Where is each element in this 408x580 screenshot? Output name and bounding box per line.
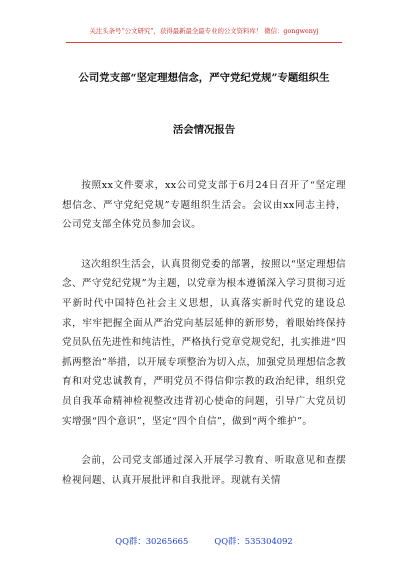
- header-divider: [66, 42, 342, 43]
- header-banner: 关注头条号“公文研究”，获得最新最全最专业的公文资料库！ 微信：gongwenyj: [89, 27, 319, 35]
- paragraph: 按照xx文件要求，xx公司党支部于6月24日召开了“坚定理想信念、严守党纪党规”专题组织生活会。会议由xx同志主持，公司党支部全体党员参加会议。: [62, 180, 346, 231]
- document-title-line-2: 活会情况报告: [172, 124, 236, 136]
- footer: [0, 536, 408, 547]
- paragraph: 会前，公司党支部通过深入开展学习教育、听取意见和查摆检视问题、认真开展批评和自我批评。现就有关情: [62, 455, 346, 486]
- paragraph: 这次组织生活会，认真贯彻党委的部署，按照以“坚定理想信念、严守党纪党规”为主题，以党章为根本遵循深入学习贯彻习近平新时代中国特色社会主义思想，认真落实新时代党的建设总求，牢牢把握全面从严治党向基层延伸的新形势，着眼始终保持党员队伍先进性和纯洁性，严格执行党章党规党纪，扎实推进“四抓两整治”举措，以开展专项整治为切入点，加强党员理想信念教育和对党忠诚教育，严明党员不得信仰宗教的政治纪律，组织党员自我革命精神检视整改违背初心使命的问题，引导广大党员切实增强“四个意识”，坚定“四个自信”，做到“两个维护”。: [62, 258, 346, 427]
- document-title-line-1: 公司党支部“坚定理想信念，严守党纪党规”专题组织生: [78, 72, 330, 84]
- footer-qq-group-2: QQ群：535304092: [214, 536, 293, 546]
- footer-qq-group-1: QQ群：30265665: [115, 536, 189, 546]
- document-body: [62, 176, 346, 510]
